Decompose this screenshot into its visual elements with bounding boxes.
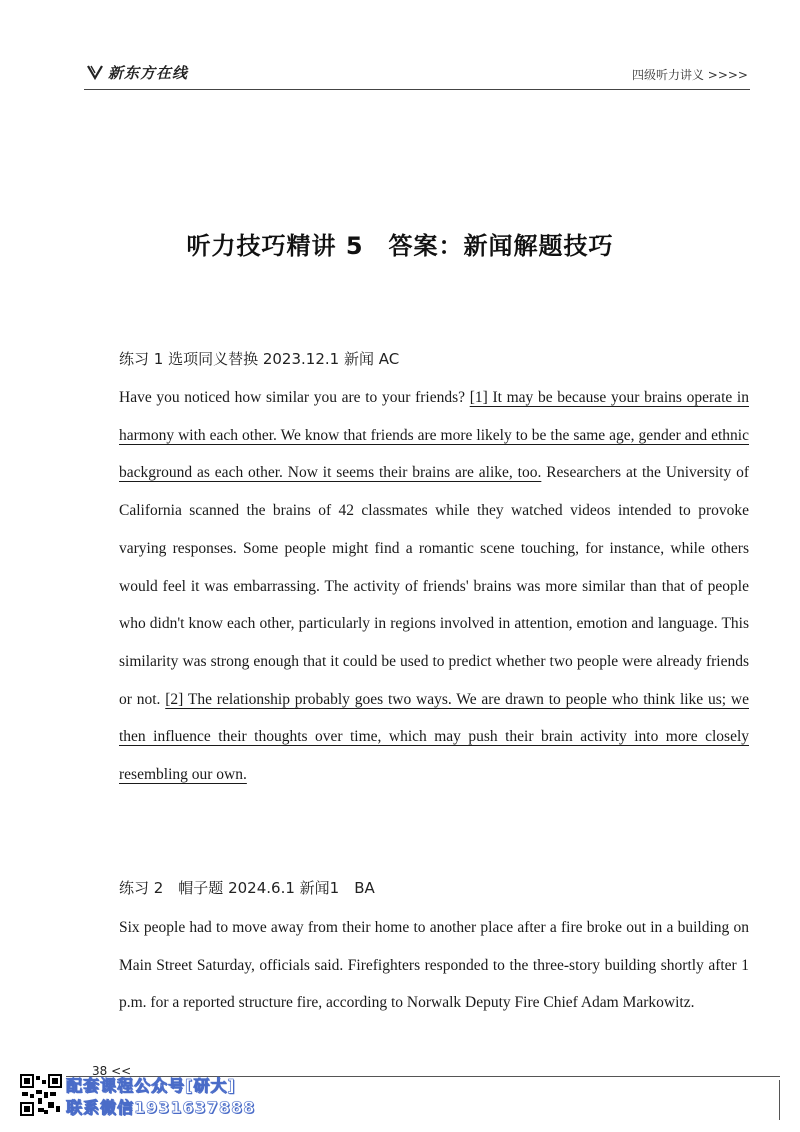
exercise-1-heading: 练习 1 选项同义替换 2023.12.1 新闻 AC <box>119 350 400 368</box>
exercise-1-answer-2: [2] The relationship probably goes two ways. We are drawn to people who think like us; we then influence their thoughts over time, which may push their brain activity into more closely resembling our own. <box>119 690 749 784</box>
exercise-1-body: Researchers at the University of California scanned the brains of 42 classmates while they watched videos intended to provoke varying responses. Some people might find a romantic scene touching, for instance, while others would feel it was embarrassing. The activity of friends' brains was more similar than that of people who didn't know each other, particularly in regions involved in attention, emotion and language. This similarity was strong enough that it could be used to predict whether two people were already friends or not. <box>119 464 749 708</box>
exercise-1-passage <box>119 379 749 794</box>
exercise-1-intro: Have you noticed how similar you are to your friends? <box>119 389 470 406</box>
header-course-label: 四级听力讲义 >>>> <box>631 68 748 82</box>
promo-line-1: 配套课程公众号[研大] <box>66 1076 236 1095</box>
exercise-2-heading: 练习 2 帽子题 2024.6.1 新闻1 BA <box>119 879 375 897</box>
exercise-2-passage: Six people had to move away from their home to another place after a fire broke out in a building on Main Street Saturday, officials said. Firefighters responded to the three-story building shortly after 1 p.m. for a reported structure fire, according to Norwalk Deputy Fire Chief Adam Markowitz. <box>119 919 749 1012</box>
header-divider <box>84 89 750 90</box>
qr-code-icon <box>20 1074 62 1116</box>
footer-divider-edge <box>779 1080 780 1120</box>
logo-icon <box>86 63 104 81</box>
page-title: 听力技巧精讲 5 答案：新闻解题技巧 <box>186 232 614 260</box>
promo-line-2: 联系微信1931637888 <box>66 1098 256 1117</box>
page-number: 38 << <box>92 1064 132 1078</box>
header-logo <box>86 60 196 84</box>
logo-text: 新东方在线 <box>108 63 189 82</box>
exercise-1-answer-1: [1] It may be because your brains operate in harmony with each other. We know that friends are more likely to be the same age, gender and ethnic background as each other. Now it seems their brains are alike, too. <box>119 389 749 482</box>
